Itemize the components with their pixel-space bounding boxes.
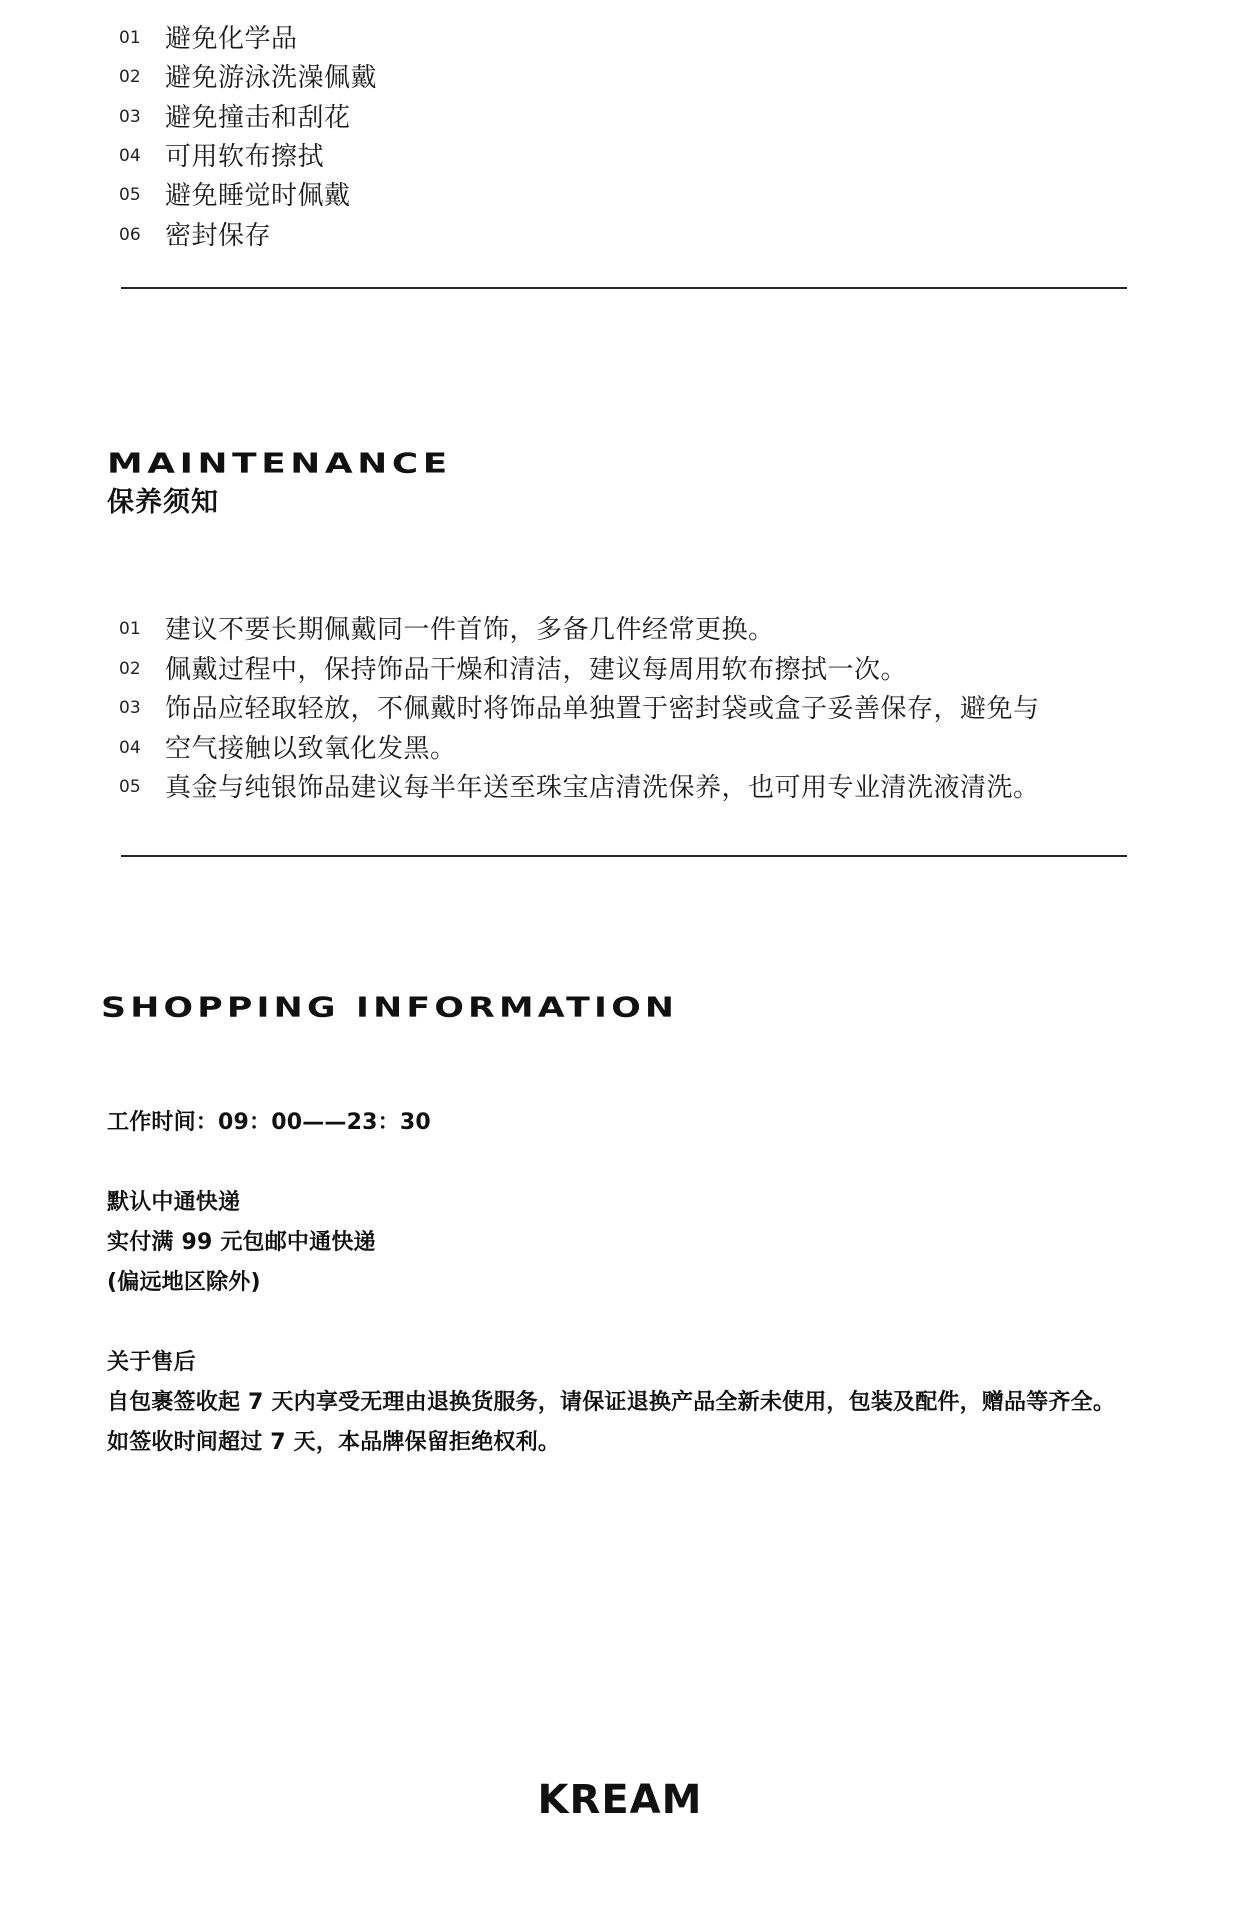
list-item: [119, 56, 377, 95]
list-item: [119, 174, 377, 213]
item-text: 密封保存: [165, 220, 272, 251]
shipping-line: 实付满 99 元包邮中通快递: [107, 1230, 376, 1255]
list-item: [119, 766, 1040, 806]
item-number: 03: [119, 698, 141, 719]
item-text: 空气接触以致氧化发黑。: [165, 733, 457, 764]
section-divider: [121, 287, 1127, 289]
item-number: 06: [119, 224, 141, 245]
item-number: 02: [119, 67, 141, 88]
shipping-info: [107, 1183, 376, 1303]
aftersale-line: 自包裹签收起 7 天内享受无理由退换货服务，请保证退换产品全新未使用，包装及配件，赠品等齐全。: [107, 1390, 1116, 1415]
shipping-line: 默认中通快递: [107, 1190, 241, 1215]
care-tips-list: [119, 17, 377, 253]
shipping-line: (偏远地区除外): [107, 1270, 261, 1295]
maintenance-list: [119, 608, 1040, 806]
shopping-title: SHOPPING INFORMATION: [101, 991, 679, 1024]
list-item: [119, 648, 1040, 688]
aftersale-info: [107, 1343, 1115, 1463]
section-divider: [121, 855, 1127, 857]
item-number: 02: [119, 658, 141, 679]
maintenance-subtitle: 保养须知: [107, 487, 219, 518]
working-hours: [107, 1103, 431, 1143]
list-item: [119, 687, 1040, 727]
aftersale-heading: 关于售后: [107, 1350, 196, 1375]
brand-logo: KREAM: [537, 1777, 703, 1823]
item-text: 饰品应轻取轻放，不佩戴时将饰品单独置于密封袋或盒子妥善保存，避免与: [165, 694, 1040, 725]
item-text: 建议不要长期佩戴同一件首饰，多备几件经常更换。: [165, 615, 775, 646]
item-number: 04: [119, 737, 141, 758]
item-text: 避免游泳洗澡佩戴: [165, 63, 378, 94]
list-item: [119, 727, 1040, 767]
list-item: [119, 17, 377, 56]
item-text: 可用软布擦拭: [165, 142, 325, 173]
item-number: 05: [119, 185, 141, 206]
item-text: 真金与纯银饰品建议每半年送至珠宝店清洗保养，也可用专业清洗液清洗。: [165, 773, 1040, 804]
list-item: [119, 608, 1040, 648]
aftersale-line: 如签收时间超过 7 天，本品牌保留拒绝权利。: [107, 1430, 561, 1455]
list-item: [119, 96, 377, 135]
list-item: [119, 213, 377, 252]
item-text: 避免睡觉时佩戴: [165, 181, 351, 212]
working-hours-text: 工作时间：09：00——23：30: [107, 1110, 431, 1135]
item-number: 05: [119, 777, 141, 798]
item-text: 佩戴过程中，保持饰品干燥和清洁，建议每周用软布擦拭一次。: [165, 654, 908, 685]
item-number: 03: [119, 106, 141, 127]
item-number: 01: [119, 28, 141, 49]
list-item: [119, 135, 377, 174]
item-number: 01: [119, 619, 141, 640]
maintenance-title: MAINTENANCE: [107, 447, 452, 480]
item-text: 避免撞击和刮花: [165, 102, 351, 133]
item-text: 避免化学品: [165, 24, 298, 55]
item-number: 04: [119, 146, 141, 167]
